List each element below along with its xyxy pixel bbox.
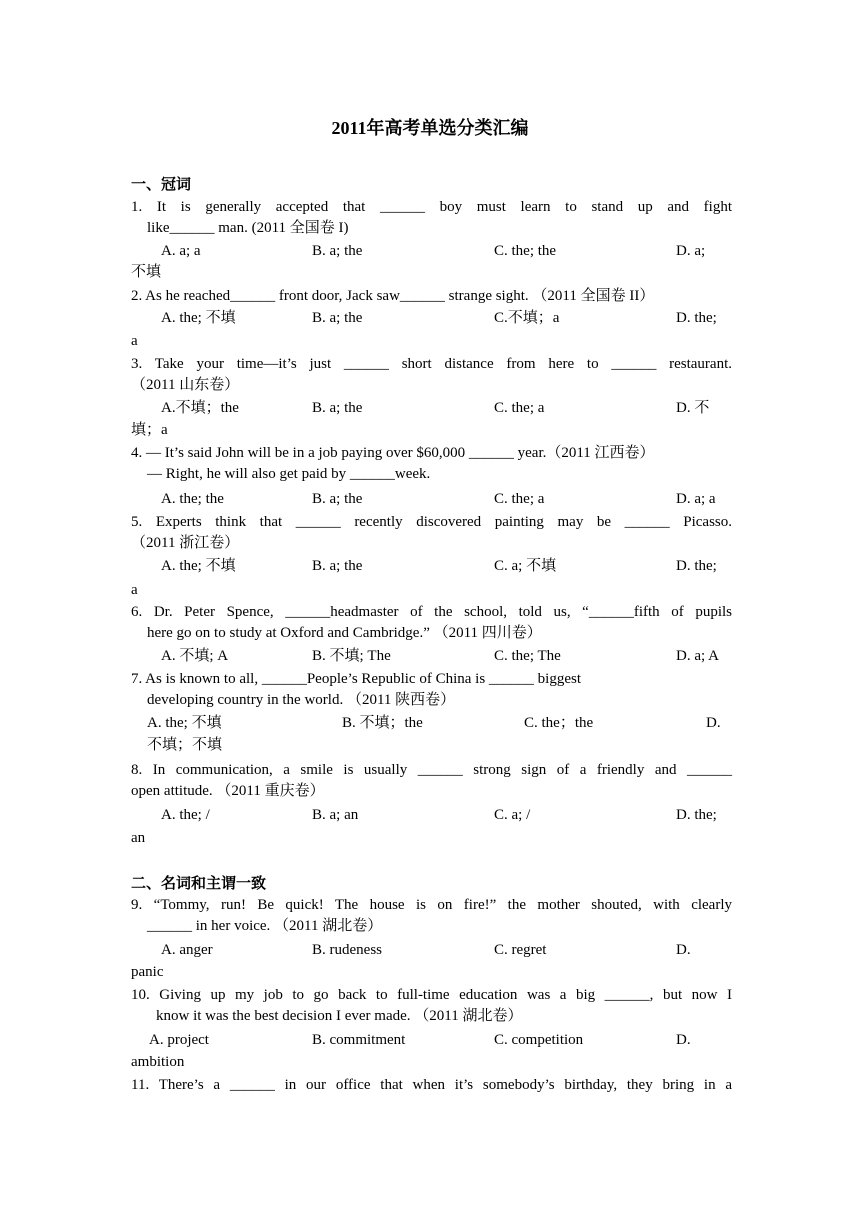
- option-d: D. the;: [676, 310, 717, 326]
- option-b: B. 不填；the: [342, 715, 423, 731]
- question-6-line-2: here go on to study at Oxford and Cambridge.” （2011 四川卷）: [147, 625, 542, 641]
- section-heading-nouns: 二、名词和主谓一致: [131, 874, 267, 892]
- option-c: C. the; the: [494, 243, 557, 259]
- option-c: C. the; The: [494, 648, 561, 664]
- option-a: A. 不填; A: [161, 648, 229, 664]
- option-a: A. the; /: [161, 807, 210, 823]
- option-b: B. a; an: [312, 807, 359, 823]
- question-10: [131, 985, 732, 1027]
- option-b: B. a; the: [312, 491, 363, 507]
- option-d-continued: panic: [131, 964, 164, 980]
- question-4-line-1: 4. — It’s said John will be in a job paying over $60,000 ______ year.（2011 江西卷）: [131, 445, 655, 461]
- option-c: C. regret: [494, 942, 547, 958]
- question-9: [131, 895, 732, 937]
- option-d-continued: a: [131, 333, 138, 349]
- option-d: D. the;: [676, 558, 717, 574]
- question-10-line-2: know it was the best decision I ever made. （2011 湖北卷）: [156, 1008, 523, 1024]
- question-8: [131, 760, 732, 802]
- page-title: 2011年高考单选分类汇编: [331, 118, 529, 138]
- question-11: [131, 1075, 732, 1096]
- question-7: [131, 669, 732, 711]
- question-2: [131, 286, 732, 307]
- option-a: A. the; 不填: [161, 558, 236, 574]
- option-d: D.: [676, 942, 691, 958]
- option-a: A. anger: [161, 942, 213, 958]
- option-b: B. a; the: [312, 558, 363, 574]
- option-a: A. the; 不填: [147, 715, 222, 731]
- option-c: C. the；the: [524, 715, 594, 731]
- question-5: [131, 512, 732, 554]
- question-3-line-2: （2011 山东卷）: [131, 377, 240, 393]
- question-3: [131, 354, 732, 396]
- option-d: D. 不: [676, 400, 710, 416]
- option-d: D. a; A: [676, 648, 719, 664]
- option-d-continued: 不填: [131, 264, 162, 280]
- option-d: D. the;: [676, 807, 717, 823]
- option-c: C. the; a: [494, 400, 545, 416]
- question-6: [131, 602, 732, 644]
- option-b: B. commitment: [312, 1032, 406, 1048]
- question-3-line-1: 3. Take your time—it’s just ______ short distance from here to ______ restaurant.: [131, 356, 732, 372]
- question-11-line-1: 11. There’s a ______ in our office that when it’s somebody’s birthday, they bring in a: [131, 1077, 732, 1093]
- question-10-line-1: 10. Giving up my job to go back to full-time education was a big ______, but now I: [131, 987, 732, 1003]
- option-a: A. project: [149, 1032, 209, 1048]
- question-2-line-1: 2. As he reached______ front door, Jack saw______ strange sight. （2011 全国卷 II）: [131, 288, 655, 304]
- option-d-continued: 填；a: [131, 422, 168, 438]
- question-1: [131, 197, 732, 239]
- option-b: B. a; the: [312, 310, 363, 326]
- option-d-continued: an: [131, 830, 146, 846]
- option-d: D. a;: [676, 243, 706, 259]
- option-b: B. a; the: [312, 243, 363, 259]
- option-c: C. competition: [494, 1032, 584, 1048]
- option-b: B. a; the: [312, 400, 363, 416]
- option-a: A. the; 不填: [161, 310, 236, 326]
- option-c: C.不填；a: [494, 310, 560, 326]
- option-b: B. 不填; The: [312, 648, 391, 664]
- option-d: D.: [676, 1032, 691, 1048]
- question-4: [131, 443, 732, 485]
- option-a: A.不填；the: [161, 400, 239, 416]
- option-d-continued: a: [131, 582, 138, 598]
- question-8-line-2: open attitude. （2011 重庆卷）: [131, 783, 325, 799]
- question-5-line-1: 5. Experts think that ______ recently discovered painting may be ______ Picasso.: [131, 514, 732, 530]
- option-d-continued: ambition: [131, 1054, 185, 1070]
- option-d-continued: 不填；不填: [147, 737, 223, 753]
- option-c: C. a; /: [494, 807, 531, 823]
- option-a: A. the; the: [161, 491, 224, 507]
- question-6-line-1: 6. Dr. Peter Spence, ______headmaster of the school, told us, “______fifth of pupils: [131, 604, 732, 620]
- question-8-line-1: 8. In communication, a smile is usually ______ strong sign of a friendly and ______: [131, 762, 732, 778]
- option-c: C. the; a: [494, 491, 545, 507]
- question-7-line-2: developing country in the world. （2011 陕西卷）: [147, 692, 456, 708]
- option-d: D. a; a: [676, 491, 716, 507]
- question-9-line-2: ______ in her voice. （2011 湖北卷）: [147, 918, 383, 934]
- question-1-line-2: like______ man. (2011 全国卷 I): [147, 220, 349, 236]
- question-7-line-1: 7. As is known to all, ______People’s Republic of China is ______ biggest: [131, 671, 581, 687]
- option-a: A. a; a: [161, 243, 201, 259]
- question-1-line-1: 1. It is generally accepted that ______ boy must learn to stand up and fight: [131, 199, 732, 215]
- option-b: B. rudeness: [312, 942, 382, 958]
- question-4-line-2: — Right, he will also get paid by ______week.: [147, 466, 431, 482]
- section-heading-articles: 一、冠词: [131, 175, 192, 193]
- option-d: D.: [706, 715, 721, 731]
- question-9-line-1: 9. “Tommy, run! Be quick! The house is on fire!” the mother shouted, with clearly: [131, 897, 732, 913]
- question-5-line-2: （2011 浙江卷）: [131, 535, 240, 551]
- option-c: C. a; 不填: [494, 558, 557, 574]
